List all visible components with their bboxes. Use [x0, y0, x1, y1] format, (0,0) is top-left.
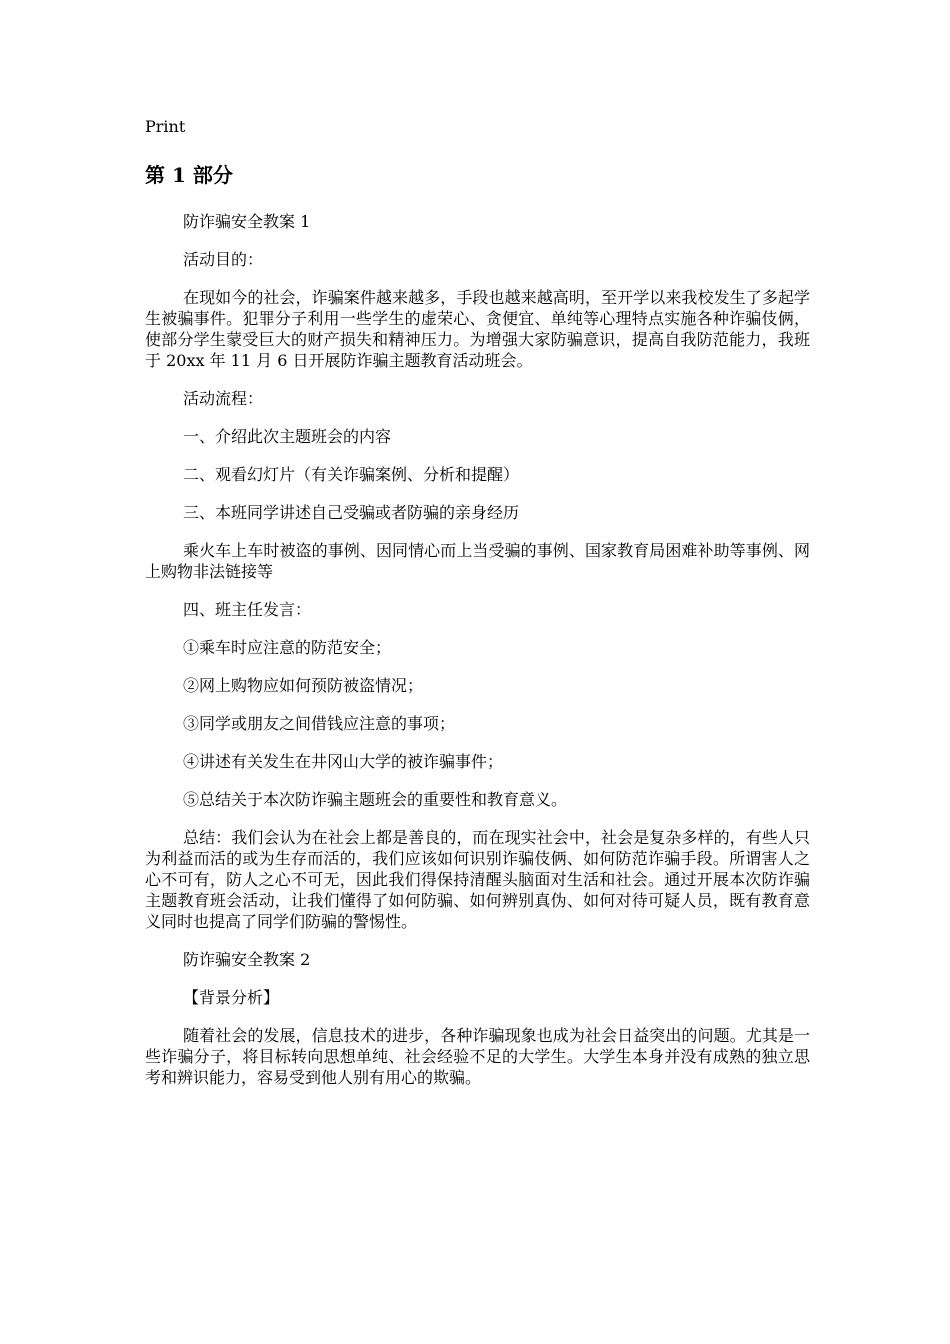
- print-label: Print: [145, 117, 186, 136]
- list-item: 三、本班同学讲述自己受骗或者防骗的亲身经历: [183, 503, 520, 522]
- list-item: ①乘车时应注意的防范安全；: [183, 638, 392, 657]
- list-item: ③同学或朋友之间借钱应注意的事项；: [183, 714, 456, 733]
- list-item: ②网上购物应如何预防被盗情况；: [183, 676, 424, 695]
- lesson-title: 防诈骗安全教案 1: [183, 212, 311, 231]
- document-body: [145, 211, 810, 1105]
- list-item: 二、观看幻灯片（有关诈骗案例、分析和提醒）: [183, 465, 520, 484]
- section-heading: 第 1 部分: [145, 163, 233, 187]
- lesson-title: 防诈骗安全教案 2: [183, 950, 311, 969]
- list-item: ④讲述有关发生在井冈山大学的被诈骗事件；: [183, 752, 504, 771]
- list-item: 一、介绍此次主题班会的内容: [183, 427, 392, 446]
- list-item: ⑤总结关于本次防诈骗主题班会的重要性和教育意义。: [183, 790, 568, 809]
- paragraph: 活动目的：: [183, 250, 264, 269]
- paragraph: 在现如今的社会，诈骗案件越来越多，手段也越来越高明，至开学以来我校发生了多起学生被骗事件。犯罪分子利用一些学生的虚荣心、贪便宜、单纯等心理特点实施各种诈骗伎俩，使部分学生蒙受巨大的财产损失和精神压力。为增强大家防骗意识，提高自我防范能力，我班于 20xx 年 11 月 6 日开展防诈骗主题教育活动班会。: [145, 288, 810, 370]
- paragraph: 随着社会的发展，信息技术的进步，各种诈骗现象也成为社会日益突出的问题。尤其是一些诈骗分子，将目标转向思想单纯、社会经验不足的大学生。大学生本身并没有成熟的独立思考和辨识能力，容易受到他人别有用心的欺骗。: [145, 1026, 810, 1087]
- subheading: 【背景分析】: [183, 988, 280, 1007]
- paragraph: 乘火车上车时被盗的事例、因同情心而上当受骗的事例、国家教育局困难补助等事例、网上购物非法链接等: [145, 541, 810, 581]
- list-item: 四、班主任发言：: [183, 600, 312, 619]
- paragraph: 总结：我们会认为在社会上都是善良的，而在现实社会中，社会是复杂多样的，有些人只为利益而活的或为生存而活的，我们应该如何识别诈骗伎俩、如何防范诈骗手段。所谓害人之心不可有，防人之心不可无，因此我们得保持清醒头脑面对生活和社会。通过开展本次防诈骗主题教育班会活动，让我们懂得了如何防骗、如何辨别真伪、如何对待可疑人员，既有教育意义同时也提高了同学们防骗的警惕性。: [145, 828, 810, 931]
- paragraph: 活动流程：: [183, 389, 264, 408]
